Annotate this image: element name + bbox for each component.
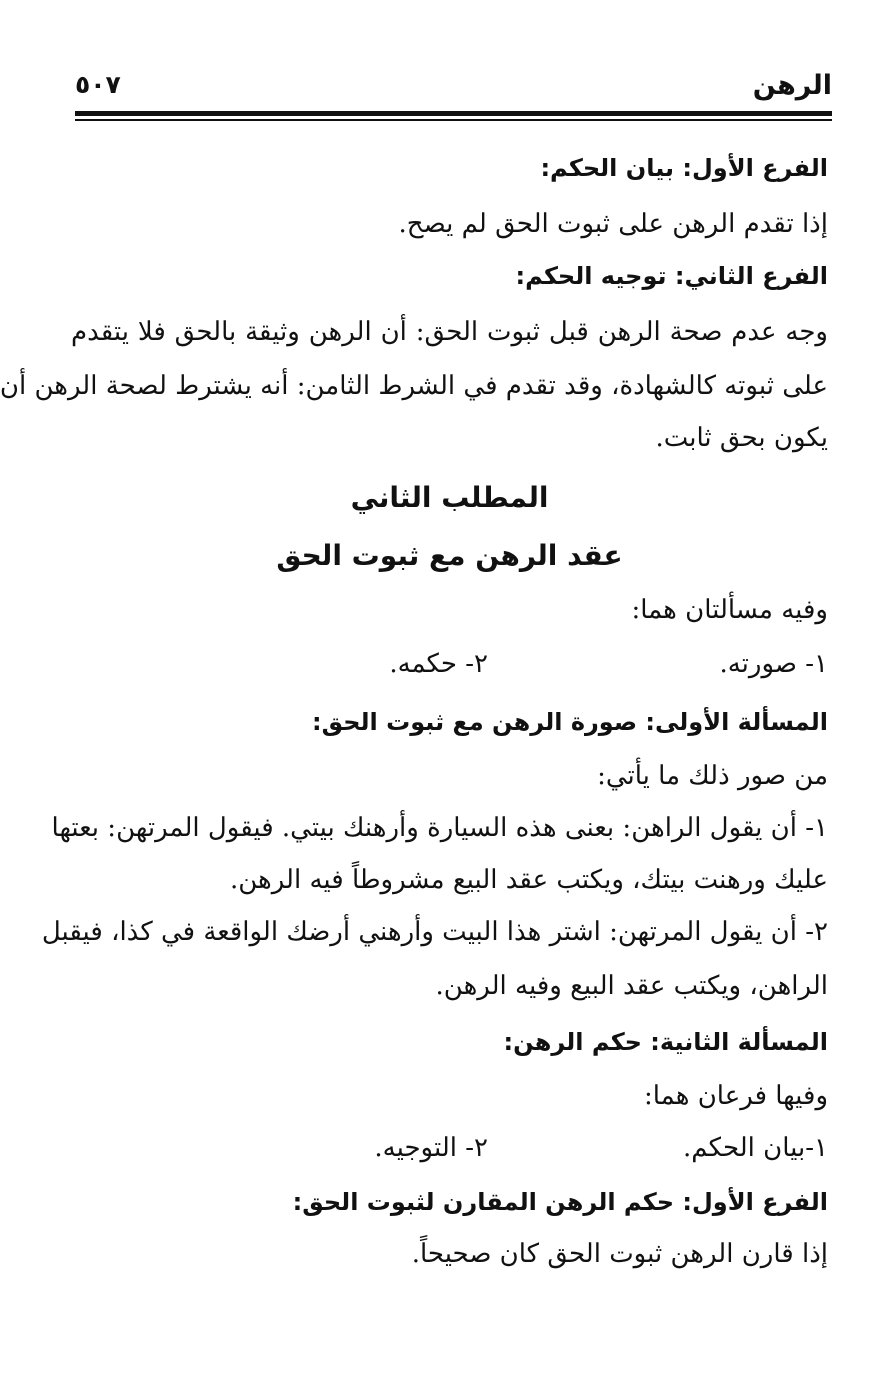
section-title: المطلب الثاني	[350, 481, 549, 514]
running-title: الرهن	[752, 70, 832, 101]
paragraph: إذا تقدم الرهن على ثبوت الحق لم يصح.	[398, 209, 828, 239]
paragraph: وفيها فرعان هما:	[644, 1081, 828, 1111]
paragraph-line: يكون بحق ثابت.	[655, 423, 828, 453]
issue-heading: المسألة الأولى: صورة الرهن مع ثبوت الحق:	[312, 708, 828, 736]
paragraph-line: وجه عدم صحة الرهن قبل ثبوت الحق: أن الرهن وثيقة بالحق فلا يتقدم	[71, 317, 828, 347]
list-item: ٢- التوجيه.	[374, 1133, 488, 1163]
paragraph-line: ٢- أن يقول المرتهن: اشتر هذا البيت وأرهني أرضك الواقعة في كذا، فيقبل	[41, 917, 828, 947]
branch-heading: الفرع الأول: حكم الرهن المقارن لثبوت الحق:	[292, 1188, 828, 1216]
list-item: ١-بيان الحكم.	[683, 1133, 828, 1163]
enumeration	[71, 644, 828, 684]
branch-heading: الفرع الأول: بيان الحكم:	[540, 154, 828, 182]
paragraph: من صور ذلك ما يأتي:	[597, 761, 828, 791]
header-rule-thick	[75, 111, 832, 116]
page-number: ٥٠٧	[75, 70, 121, 99]
list-item: ١- صورته.	[719, 649, 828, 679]
branch-heading: الفرع الثاني: توجيه الحكم:	[515, 262, 828, 290]
paragraph: وفيه مسألتان هما:	[631, 595, 828, 625]
enumeration	[71, 1128, 828, 1168]
paragraph-line: على ثبوته كالشهادة، وقد تقدم في الشرط الثامن: أنه يشترط لصحة الرهن أن	[0, 371, 828, 401]
paragraph-line: عليك ورهنت بيتك، ويكتب عقد البيع مشروطاً فيه الرهن.	[229, 865, 828, 895]
paragraph: إذا قارن الرهن ثبوت الحق كان صحيحاً.	[411, 1239, 828, 1269]
paragraph-line: الراهن، ويكتب عقد البيع وفيه الرهن.	[435, 971, 828, 1001]
list-item: ٢- حكمه.	[389, 649, 488, 679]
section-subtitle: عقد الرهن مع ثبوت الحق	[276, 539, 623, 572]
paragraph-line: ١- أن يقول الراهن: بعنى هذه السيارة وأرهنك بيتي. فيقول المرتهن: بعتها	[51, 813, 828, 843]
header-rule-thin	[75, 119, 832, 121]
issue-heading: المسألة الثانية: حكم الرهن:	[503, 1028, 828, 1056]
page-header	[75, 70, 832, 106]
